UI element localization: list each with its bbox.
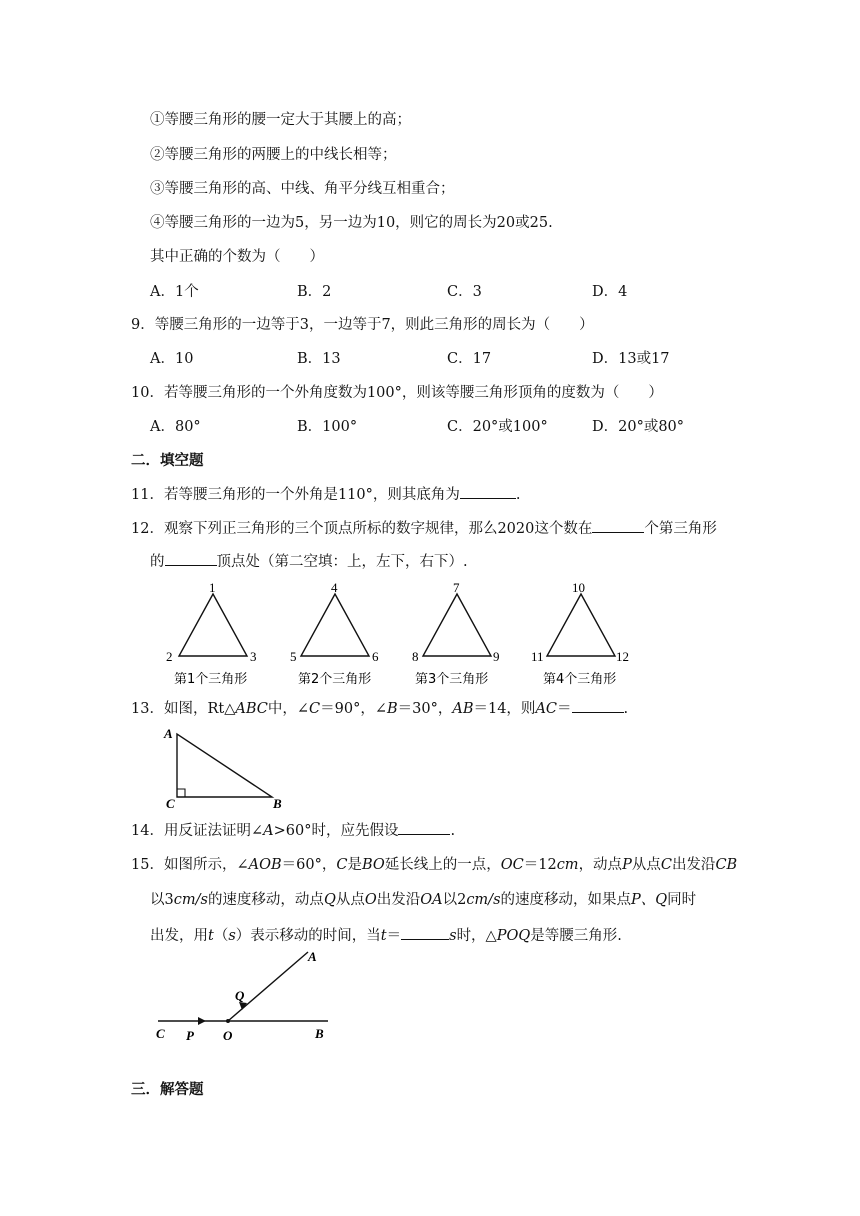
label-o: O: [223, 1028, 233, 1043]
q11-answer-blank[interactable]: [460, 484, 516, 499]
q10-option-b: B．100°: [297, 419, 358, 435]
q9-option-b: B．13: [297, 351, 341, 367]
triangle-2-left-label: 5: [290, 649, 297, 664]
triangle-3-caption: 第3个三角形: [415, 672, 489, 687]
q12-line-2: 的 顶点处（第二空填：上，左下，右下）.: [150, 551, 468, 572]
q10-option-a: A．80°: [150, 419, 201, 435]
triangle-2: [301, 594, 369, 656]
q8-option-c: C．3: [447, 284, 482, 300]
p-direction-arrow: [198, 1017, 206, 1025]
label-b: B: [315, 1026, 324, 1041]
triangle-1-left-label: 2: [166, 649, 173, 664]
q9-option-c: C．17: [447, 351, 492, 367]
triangle-4-top-label: 10: [572, 580, 585, 595]
triangle-4-right-label: 12: [616, 649, 629, 664]
triangle-3-right-label: 9: [493, 649, 500, 664]
q15-line-1: 15．如图所示，∠AOB＝60°，C是BO延长线上的一点，OC＝12cm，动点P从点C出发沿CB: [131, 857, 738, 873]
q12-triangles-figure: [155, 578, 655, 690]
triangle-1-top-label: 1: [209, 580, 216, 595]
triangle-2-right-label: 6: [372, 649, 379, 664]
vertex-a-label: A: [164, 726, 173, 741]
ray-oa: [228, 952, 308, 1021]
q8-option-d: D．4: [592, 284, 628, 300]
q12-blank-2[interactable]: [165, 551, 217, 566]
q10-option-d: D．20°或80°: [592, 419, 685, 435]
triangle-3-top-label: 7: [453, 580, 460, 595]
q15-angle-figure: [150, 944, 340, 1044]
q8-statement-4: ④等腰三角形的一边为5，另一边为10，则它的周长为20或25.: [150, 215, 553, 231]
q8-statement-1: ①等腰三角形的腰一定大于其腰上的高；: [150, 112, 411, 128]
section-solutions-heading: 三．解答题: [131, 1082, 204, 1098]
q14-answer-blank[interactable]: [398, 820, 450, 835]
vertex-c-label: C: [166, 796, 175, 811]
q8-option-a: A．1个: [150, 284, 199, 300]
triangle-4: [547, 594, 615, 656]
q11-text: 11．若等腰三角形的一个外角是110°，则其底角为 .: [131, 484, 520, 505]
q9-text: 9．等腰三角形的一边等于3，一边等于7，则此三角形的周长为（ ）: [131, 317, 594, 333]
triangle-4-caption: 第4个三角形: [543, 672, 617, 687]
triangle-2-caption: 第2个三角形: [298, 672, 372, 687]
label-p: P: [186, 1028, 194, 1043]
q12-line-1: 12．观察下列正三角形的三个顶点所标的数字规律，那么2020这个数在 个第三角形: [131, 518, 717, 539]
label-a: A: [308, 949, 317, 964]
q13-answer-blank[interactable]: [572, 698, 624, 713]
q13-text: 13．如图，Rt△ABC中，∠C＝90°，∠B＝30°，AB＝14，则AC＝ .: [131, 698, 628, 719]
triangle-1-right-label: 3: [250, 649, 257, 664]
q8-option-b: B．2: [297, 284, 332, 300]
triangle-4-left-label: 11: [531, 649, 544, 664]
q9-option-a: A．10: [150, 351, 194, 367]
q13-right-triangle-figure: [160, 724, 295, 812]
q15-answer-blank[interactable]: [401, 925, 449, 940]
triangle-1-caption: 第1个三角形: [174, 672, 248, 687]
q10-text: 10．若等腰三角形的一个外角度数为100°，则该等腰三角形顶角的度数为（ ）: [131, 385, 663, 401]
triangle-1: [179, 594, 247, 656]
q8-statement-3: ③等腰三角形的高、中线、角平分线互相重合；: [150, 181, 455, 197]
right-angle-mark: [177, 789, 185, 797]
triangle-3-left-label: 8: [412, 649, 419, 664]
q10-option-c: C．20°或100°: [447, 419, 548, 435]
vertex-b-label: B: [273, 796, 282, 811]
section-fill-in-heading: 二．填空题: [131, 453, 204, 469]
q8-statement-2: ②等腰三角形的两腰上的中线长相等；: [150, 147, 397, 163]
point-o: [226, 1019, 230, 1023]
q9-option-d: D．13或17: [592, 351, 670, 367]
q15-line-2: 以3cm/s的速度移动，动点Q从点O出发沿OA以2cm/s的速度移动，如果点P、Q同时: [150, 892, 697, 908]
label-q: Q: [235, 988, 245, 1003]
q15-line-3: 出发，用t（s）表示移动的时间，当t＝ s时，△POQ是等腰三角形.: [150, 925, 622, 946]
triangle-3: [423, 594, 491, 656]
label-c: C: [156, 1026, 165, 1041]
triangle-2-top-label: 4: [331, 580, 338, 595]
q12-blank-1[interactable]: [592, 518, 644, 533]
q14-text: 14．用反证法证明∠A>60°时，应先假设 .: [131, 820, 455, 841]
right-triangle: [177, 734, 272, 797]
q8-question: 其中正确的个数为（ ）: [150, 249, 324, 265]
